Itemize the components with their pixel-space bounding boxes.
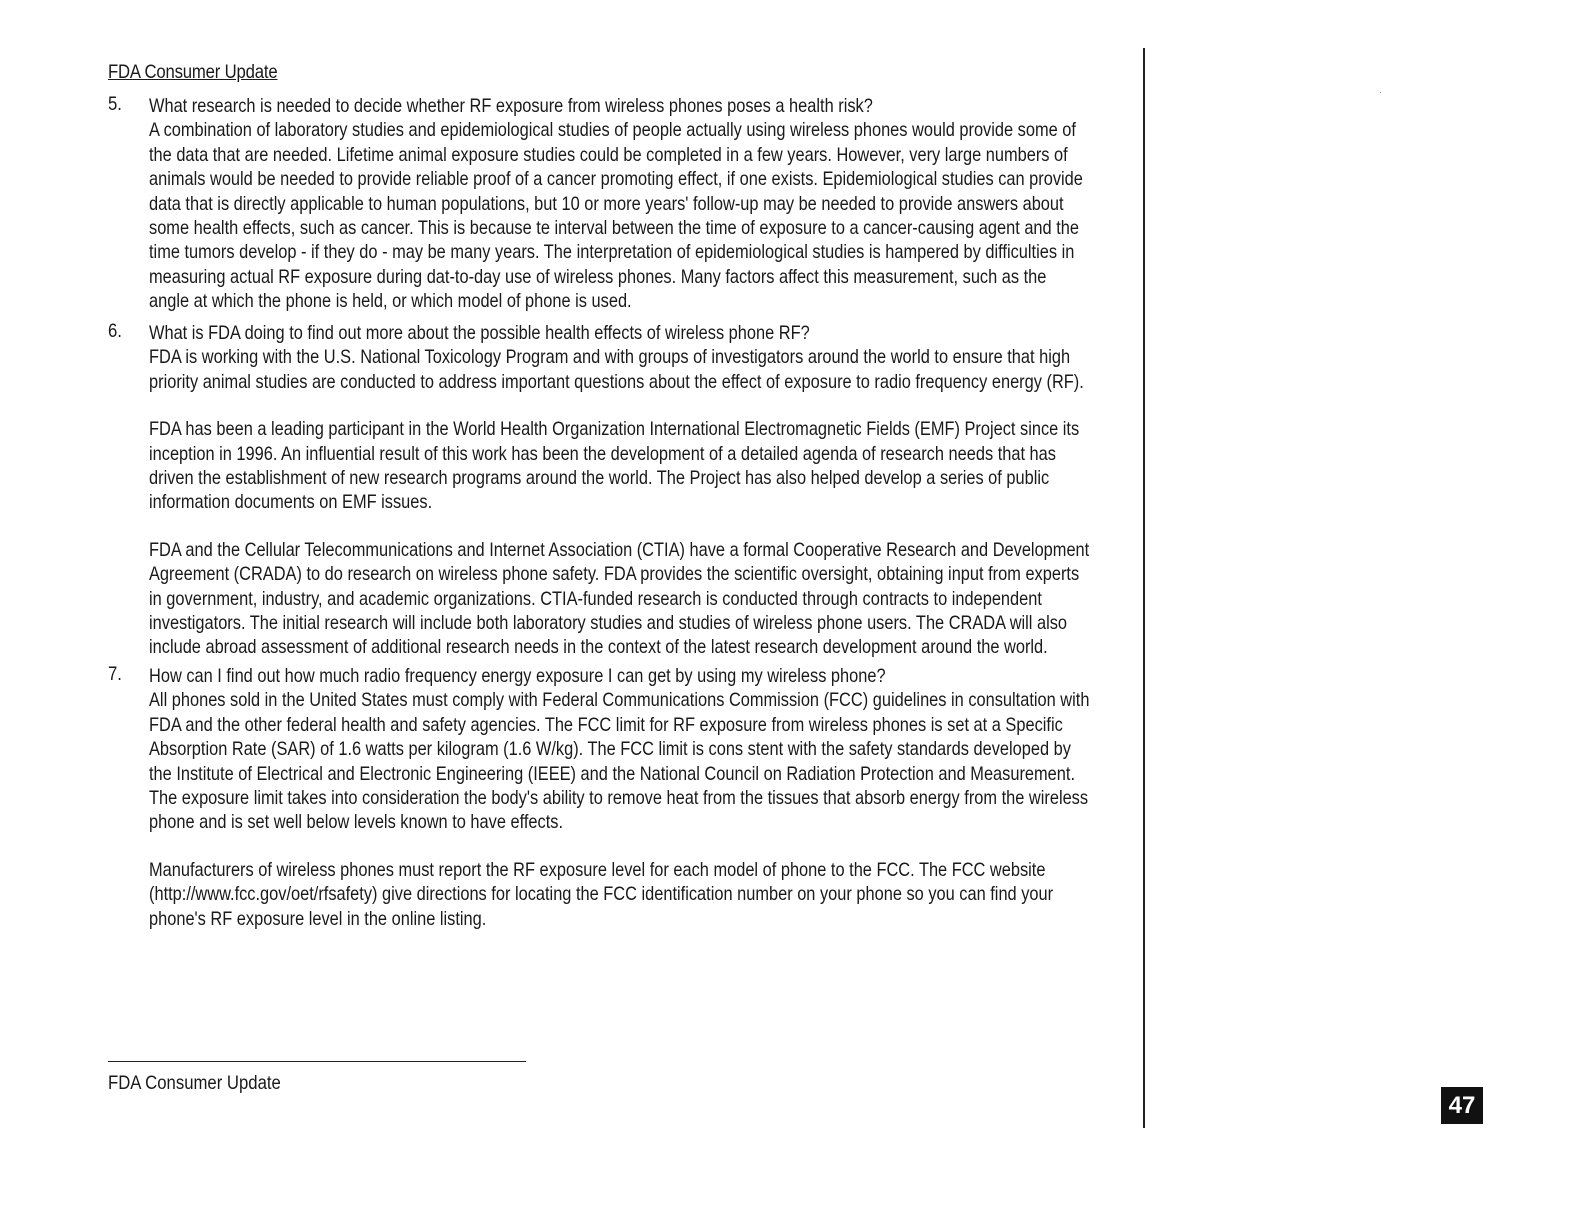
item-number: 6. — [108, 321, 122, 342]
item-paragraph: FDA has been a leading participant in the World Health Organization International Electromagnetic Fields (EMF) Project since its inception in 1996. An influential result of this work has been the development of a detailed agenda of research needs that has driven the establishment of new research programs around the world. The Project has also helped develop a series of public information documents on EMF issues. — [149, 418, 1080, 514]
item-question: What is FDA doing to find out more about the possible health effects of wireless phone RF? — [149, 322, 810, 344]
item-paragraph: All phones sold in the United States must comply with Federal Communications Commission (FCC) guidelines in consultation with FDA and the other federal health and safety agencies. The FCC limit for RF exposure from wireless phones is set at a Specific Absorption Rate (SAR) of 1.6 watts per kilogram (1.6 W/kg). The FCC limit is cons stent with the safety standards developed by the Institute of Electrical and Electronic Engineering (IEEE) and the National Council on Radiation Protection and Measurement. The exposure limit takes into consideration the body's ability to remove heat from the tissues that absorb energy from the wireless phone and is set well below levels known to have effects. — [149, 689, 1090, 834]
vertical-divider — [1143, 48, 1145, 1128]
page-header: FDA Consumer Update — [108, 62, 278, 83]
item-body — [149, 321, 1090, 660]
item-paragraph: A combination of laboratory studies and epidemiological studies of people actually using wireless phones would provide some of the data that are needed. Lifetime animal exposure studies could be completed in a few years. However, very large numbers of animals would be needed to provide reliable proof of a cancer promoting effect, if one exists. Epidemiological studies can provide data that is directly applicable to human populations, but 10 or more years' follow-up may be needed to provide answers about some health effects, such as cancer. This is because te interval between the time of exposure to a cancer-causing agent and the time tumors develop - if they do - may be many years. The interpretation of epidemiological studies is hampered by difficulties in measuring actual RF exposure during dat-to-day use of wireless phones. Many factors affect this measurement, such as the angle at which the phone is held, or which model of phone is used. — [149, 119, 1083, 313]
scan-speck — [1380, 92, 1381, 93]
page-number-badge: 47 — [1441, 1087, 1483, 1124]
page-footer: FDA Consumer Update — [108, 1073, 281, 1094]
footer-divider — [108, 1061, 526, 1062]
item-paragraph: FDA is working with the U.S. National Toxicology Program and with groups of investigators around the world to ensure that high priority animal studies are conducted to address important questions about the effect of exposure to radio frequency energy (RF). — [149, 346, 1084, 393]
item-number: 7. — [108, 664, 122, 685]
item-question: How can I find out how much radio frequency energy exposure I can get by using my wireless phone? — [149, 665, 886, 687]
item-paragraph: FDA and the Cellular Telecommunications and Internet Association (CTIA) have a formal Cooperative Research and Development Agreement (CRADA) to do research on wireless phone safety. FDA provides the scientific oversight, obtaining input from experts in government, industry, and academic organizations. CTIA-funded research is conducted through contracts to independent investigators. The initial research will include both laboratory studies and studies of wireless phone users. The CRADA will also include abroad assessment of additional research needs in the context of the latest research development around the world. — [149, 538, 1090, 659]
item-body — [149, 94, 1090, 314]
item-question: What research is needed to decide whether RF exposure from wireless phones poses a health risk? — [149, 95, 873, 117]
item-paragraph: Manufacturers of wireless phones must report the RF exposure level for each model of phone to the FCC. The FCC website (http://www.fcc.gov/oet/rfsafety) give directions for locating the FCC identification number on your phone so you can find your phone's RF exposure level in the online listing. — [149, 858, 1054, 930]
item-body — [149, 664, 1090, 931]
item-number: 5. — [108, 94, 122, 115]
